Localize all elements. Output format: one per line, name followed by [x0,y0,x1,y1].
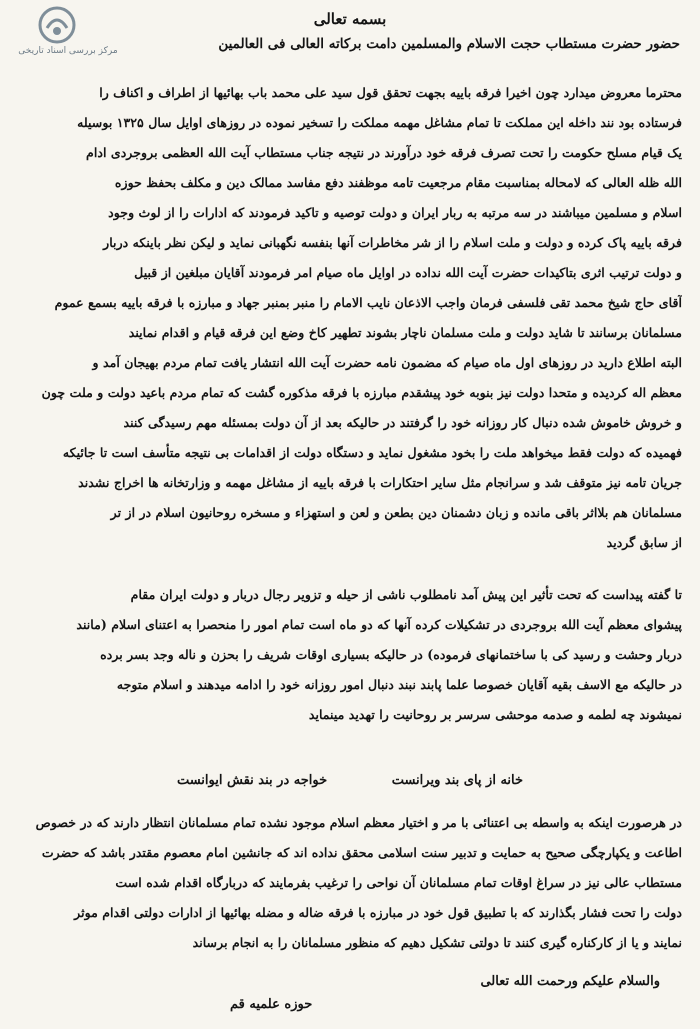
archive-watermark-text: مرکز بررسی اسناد تاریخی [18,46,118,56]
poetry-verse [0,773,700,788]
text-line: تا گفته پیداست که تحت تأثیر این پیش آمد نامطلوب ناشی از حیله و تزویر رجال دربار و دولت ایران مقام [130,587,682,602]
text-line: از سابق گردید [606,535,682,550]
salutation-line: حضور حضرت مستطاب حجت الاسلام والمسلمین دامت برکاته العالی فی العالمین [218,36,680,52]
text-line: دولت را تحت فشار بگذارند که با تطبیق قول خود در مبارزه با فرقه ضاله و مضله بهائیها از ادارات دولتی اقدام موثر [74,905,682,920]
letter-paragraph-2 [22,580,682,730]
text-line: و خروش خاموش شده دنبال کار روزانه خود را گرفتند در حالیکه بعد از آن دولت بمسئله مهم رسیدگی کنند [123,415,682,430]
text-line: فهمیده که دولت فقط میخواهد ملت را بخود مشغول نماید و دستگاه دولت از اقدامات بی نتیجه متأسف است تا جائیکه [62,445,682,460]
letter-paragraph-3 [22,808,682,958]
text-line: در هرصورت اینکه به واسطه بی اعتنائی با مر و اختیار معظم اسلام موجود نشده تمام مسلمانان انتظار دارند که در خصوص [35,815,682,830]
text-line: مستطاب عالی نیز در سراغ اوقات تمام مسلمانان آن نواحی را ترغیب بفرمایند که دربارگاه اقدام شده است [115,875,682,890]
text-line: نمایند و یا از کارکناره گیری کنند تا دولتی تشکیل دهیم که منظور مسلمانان را به انجام برساند [192,935,682,950]
text-line: در حالیکه مع الاسف بقیه آقایان خصوصا علما پابند نبند دنبال امور روزانه خود را ادامه میدهند و اسلام متوجه [116,677,682,692]
text-line: فرقه باییه پاک کرده و دولت و ملت اسلام را از شر مخاطرات آنها بنفسه نگهبانی نماید و لیکن نظر باینکه دربار [103,235,682,250]
signature-line: حوزه علمیه قم [230,997,313,1012]
text-line: فرستاده بود نند داخله این مملکت تا تمام مشاغل مهمه مملکت را تسخیر نموده در روزهای اوایل سال ۱۳۲۵ بوسیله [77,115,682,130]
text-line: معظم اله کردیده و متحدا دولت نیز بنوبه خود پیشقدم مبارزه با فرقه مذکوره گشت که تمام مردم باعید دولت و ملت چون [41,385,682,400]
closing-line: والسلام علیکم ورحمت الله تعالی [480,974,660,989]
text-line: مسلمانان هم بلااثر باقی مانده و زبان دشمنان دین بطعن و لعن و استهزاء و مسخره روحانیون اسلام در از تر [110,505,682,520]
text-line: آقای حاج شیخ محمد تقی فلسفی فرمان واجب الاذعان نایب الامام را منبر بمنبر جهاد و مبارزه با فرقه باییه بسمع عموم [54,295,682,310]
text-line: جریان تامه نیز متوقف شد و سرانجام مثل سایر احتکارات با فرقه باییه از مشاغل مهمه و وزارتخانه ها اخراج نشدند [78,475,682,490]
text-line: اسلام و مسلمین میباشند در سه مرتبه به ربار ایران و دولت توصیه و تاکید فرمودند که ادارات را از لوث وجود [108,205,682,220]
text-line: نمیشوند چه لطمه و صدمه موحشی سرسر بر روحانیت را تهدید مینماید [308,707,682,722]
document-heading: بسمه تعالی [313,10,387,28]
text-line: الله ظله العالی که لامحاله بمناسبت مقام مرجعیت تامه موظفند دفع مفاسد ممالک دین و مکلف بحفظ حوزه [114,175,682,190]
text-line: و دولت ترتیب اثری بتاکیدات حضرت آیت الله نداده در اوایل ماه صیام امر فرمودند آقایان مبلغین از قبیل [134,265,682,280]
text-line: دربار وحشت و رسید کی با ساختمانهای فرموده) در حالیکه بسیاری اوقات شریف را بحزن و ناله وجد بسر برده [100,647,682,662]
text-line: محترما معروض میدارد چون اخیرا فرقه باییه بجهت تحقق قول سید علی محمد باب بهائیها از اطراف و اکناف را [99,85,682,100]
text-line: اطاعت و یکپارچگی صحیح به حمایت و تدبیر سنت اسلامی محقق نداده اند که جانشین امام معصوم مقتدر باشد که حضرت [41,845,682,860]
verse-hemistich-left: خواجه در بند نقش ایوانست [176,773,328,788]
letter-paragraph-1 [22,78,682,558]
text-line: مسلمانان برسانند تا شاید دولت و ملت مسلمان ناچار بشوند تطهیر کاخ وضع این فرقه قیام و اقدام نمایند [128,325,682,340]
text-line: پیشوای معظم آیت الله بروجردی در تشکیلات کرده آنها که دو ماه است تمام امور را منحصرا به اعتنای اسلام (مانند [76,617,682,632]
text-line: البته اطلاع دارید در روزهای اول ماه صیام که مضمون نامه حضرت آیت الله انتشار یافت تمام مردم بهیجان آمد و [92,355,682,370]
verse-hemistich-right: خانه از پای بند ویرانست [391,773,524,788]
text-line: یک قیام مسلح حکومت را تحت تصرف فرقه خود درآورند در نتیجه جناب مستطاب آیت الله العظمی بروجردی ادام [86,145,682,160]
